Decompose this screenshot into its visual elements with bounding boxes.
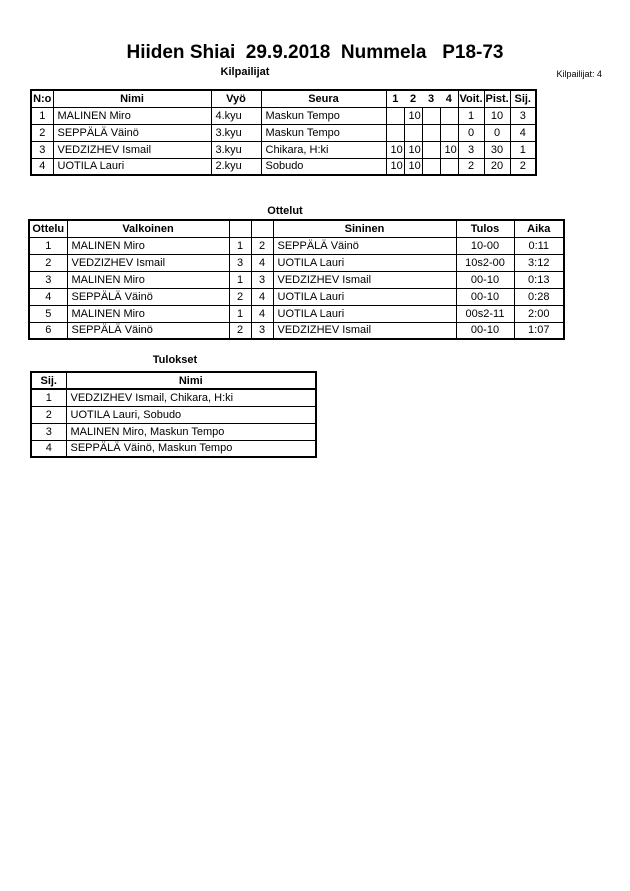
ottelut-section-title: Ottelut bbox=[267, 205, 303, 217]
table-cell: VEDZIZHEV Ismail bbox=[53, 141, 211, 158]
col-header-valkoinen: Valkoinen bbox=[67, 220, 229, 237]
ottelut-header-row bbox=[29, 220, 564, 237]
table-cell: 10 bbox=[484, 107, 510, 124]
table-cell bbox=[440, 124, 458, 141]
table-cell: 30 bbox=[484, 141, 510, 158]
table-cell: 1 bbox=[229, 237, 251, 254]
table-cell bbox=[422, 158, 440, 175]
table-row bbox=[31, 158, 536, 175]
col-header-nimi: Nimi bbox=[53, 90, 211, 107]
table-cell: SEPPÄLÄ Väinö bbox=[53, 124, 211, 141]
table-row bbox=[31, 406, 316, 423]
table-cell: 2 bbox=[251, 237, 273, 254]
table-cell: 3.kyu bbox=[211, 124, 261, 141]
table-cell: 3 bbox=[458, 141, 484, 158]
table-row bbox=[31, 141, 536, 158]
table-cell: 3 bbox=[251, 322, 273, 339]
table-cell: 2.kyu bbox=[211, 158, 261, 175]
table-cell: MALINEN Miro bbox=[67, 271, 229, 288]
table-cell: VEDZIZHEV Ismail, Chikara, H:ki bbox=[66, 389, 316, 406]
table-cell: 2 bbox=[29, 254, 67, 271]
table-cell: 1 bbox=[31, 107, 53, 124]
table-cell: 1 bbox=[229, 271, 251, 288]
table-cell bbox=[422, 124, 440, 141]
table-cell: 10s2-00 bbox=[456, 254, 514, 271]
table-cell: 3.kyu bbox=[211, 141, 261, 158]
table-cell: MALINEN Miro, Maskun Tempo bbox=[66, 423, 316, 440]
table-cell: 1 bbox=[510, 141, 536, 158]
col-header-pist: Pist. bbox=[484, 90, 510, 107]
table-cell: MALINEN Miro bbox=[67, 305, 229, 322]
table-cell: 2 bbox=[510, 158, 536, 175]
col-header-sininen: Sininen bbox=[273, 220, 456, 237]
table-cell: 2:00 bbox=[514, 305, 564, 322]
table-cell: 10 bbox=[386, 158, 404, 175]
table-cell: 10 bbox=[404, 158, 422, 175]
table-cell: UOTILA Lauri bbox=[53, 158, 211, 175]
table-cell: 10 bbox=[404, 107, 422, 124]
table-row bbox=[29, 305, 564, 322]
table-cell: 3 bbox=[31, 423, 66, 440]
table-cell: 20 bbox=[484, 158, 510, 175]
table-cell: 10 bbox=[404, 141, 422, 158]
table-cell: 1 bbox=[229, 305, 251, 322]
competitors-count: Kilpailijat: 4 bbox=[556, 69, 602, 79]
table-cell: 00s2-11 bbox=[456, 305, 514, 322]
table-cell: 4 bbox=[31, 440, 66, 457]
col-header-aika: Aika bbox=[514, 220, 564, 237]
kilpailijat-header-row bbox=[31, 90, 536, 107]
table-cell: 10 bbox=[440, 141, 458, 158]
table-row bbox=[29, 271, 564, 288]
tulokset-section-title: Tulokset bbox=[152, 354, 198, 366]
table-cell: Maskun Tempo bbox=[261, 107, 386, 124]
table-row bbox=[31, 389, 316, 406]
table-cell: 2 bbox=[458, 158, 484, 175]
table-cell: 00-10 bbox=[456, 322, 514, 339]
table-cell: VEDZIZHEV Ismail bbox=[273, 271, 456, 288]
col-header-round-3: 3 bbox=[422, 90, 440, 107]
col-header-voit: Voit. bbox=[458, 90, 484, 107]
table-cell bbox=[404, 124, 422, 141]
col-header-sij: Sij. bbox=[510, 90, 536, 107]
table-cell: 0:28 bbox=[514, 288, 564, 305]
table-cell: 4.kyu bbox=[211, 107, 261, 124]
table-cell: 3 bbox=[229, 254, 251, 271]
table-cell bbox=[386, 124, 404, 141]
col-header-seura: Seura bbox=[261, 90, 386, 107]
table-cell bbox=[422, 141, 440, 158]
col-header-sij: Sij. bbox=[31, 372, 66, 389]
table-cell: 4 bbox=[251, 288, 273, 305]
table-cell: 0:11 bbox=[514, 237, 564, 254]
col-header-round-1: 1 bbox=[386, 90, 404, 107]
col-header-tulos: Tulos bbox=[456, 220, 514, 237]
table-cell: 10 bbox=[386, 141, 404, 158]
table-row bbox=[29, 322, 564, 339]
table-cell: 2 bbox=[229, 322, 251, 339]
table-row bbox=[29, 254, 564, 271]
table-cell bbox=[386, 107, 404, 124]
col-header-no: N:o bbox=[31, 90, 53, 107]
table-cell bbox=[422, 107, 440, 124]
kilpailijat-table bbox=[30, 89, 537, 176]
table-row bbox=[29, 237, 564, 254]
table-cell: 3 bbox=[31, 141, 53, 158]
col-header-nimi: Nimi bbox=[66, 372, 316, 389]
table-cell: 3 bbox=[29, 271, 67, 288]
page-title: Hiiden Shiai 29.9.2018 Nummela P18-73 bbox=[126, 42, 504, 63]
table-cell: 1 bbox=[31, 389, 66, 406]
table-cell: 4 bbox=[31, 158, 53, 175]
table-cell: 3:12 bbox=[514, 254, 564, 271]
table-cell: 4 bbox=[29, 288, 67, 305]
table-row bbox=[29, 288, 564, 305]
table-cell: 00-10 bbox=[456, 271, 514, 288]
table-cell: 1 bbox=[458, 107, 484, 124]
table-cell: 5 bbox=[29, 305, 67, 322]
table-cell: VEDZIZHEV Ismail bbox=[67, 254, 229, 271]
table-cell bbox=[440, 107, 458, 124]
table-cell: 3 bbox=[251, 271, 273, 288]
table-cell: 0 bbox=[484, 124, 510, 141]
table-cell: MALINEN Miro bbox=[53, 107, 211, 124]
table-cell: UOTILA Lauri bbox=[273, 288, 456, 305]
table-cell: 0:13 bbox=[514, 271, 564, 288]
table-cell: 2 bbox=[31, 124, 53, 141]
table-cell: Maskun Tempo bbox=[261, 124, 386, 141]
table-cell: 2 bbox=[31, 406, 66, 423]
kilpailijat-section-title: Kilpailijat bbox=[220, 66, 270, 78]
tulokset-table bbox=[30, 371, 317, 458]
col-header-white-no bbox=[229, 220, 251, 237]
table-cell: SEPPÄLÄ Väinö bbox=[67, 288, 229, 305]
table-cell: 4 bbox=[251, 305, 273, 322]
col-header-round-2: 2 bbox=[404, 90, 422, 107]
table-cell: 6 bbox=[29, 322, 67, 339]
table-cell: MALINEN Miro bbox=[67, 237, 229, 254]
table-cell: SEPPÄLÄ Väinö bbox=[67, 322, 229, 339]
table-cell: SEPPÄLÄ Väinö bbox=[273, 237, 456, 254]
table-cell: UOTILA Lauri bbox=[273, 254, 456, 271]
table-cell: Sobudo bbox=[261, 158, 386, 175]
table-cell: 1 bbox=[29, 237, 67, 254]
col-header-round-4: 4 bbox=[440, 90, 458, 107]
table-cell bbox=[440, 158, 458, 175]
table-row bbox=[31, 124, 536, 141]
table-row bbox=[31, 107, 536, 124]
table-cell: SEPPÄLÄ Väinö, Maskun Tempo bbox=[66, 440, 316, 457]
table-cell: 3 bbox=[510, 107, 536, 124]
table-cell: Chikara, H:ki bbox=[261, 141, 386, 158]
table-cell: 1:07 bbox=[514, 322, 564, 339]
table-cell: 4 bbox=[510, 124, 536, 141]
table-cell: UOTILA Lauri, Sobudo bbox=[66, 406, 316, 423]
ottelut-table bbox=[28, 219, 565, 340]
col-header-blue-no bbox=[251, 220, 273, 237]
table-cell: 0 bbox=[458, 124, 484, 141]
table-row bbox=[31, 440, 316, 457]
table-cell: VEDZIZHEV Ismail bbox=[273, 322, 456, 339]
table-cell: 2 bbox=[229, 288, 251, 305]
table-row bbox=[31, 423, 316, 440]
table-cell: 4 bbox=[251, 254, 273, 271]
tulokset-header-row bbox=[31, 372, 316, 389]
table-cell: UOTILA Lauri bbox=[273, 305, 456, 322]
table-cell: 10-00 bbox=[456, 237, 514, 254]
table-cell: 00-10 bbox=[456, 288, 514, 305]
col-header-vyo: Vyö bbox=[211, 90, 261, 107]
col-header-ottelu: Ottelu bbox=[29, 220, 67, 237]
